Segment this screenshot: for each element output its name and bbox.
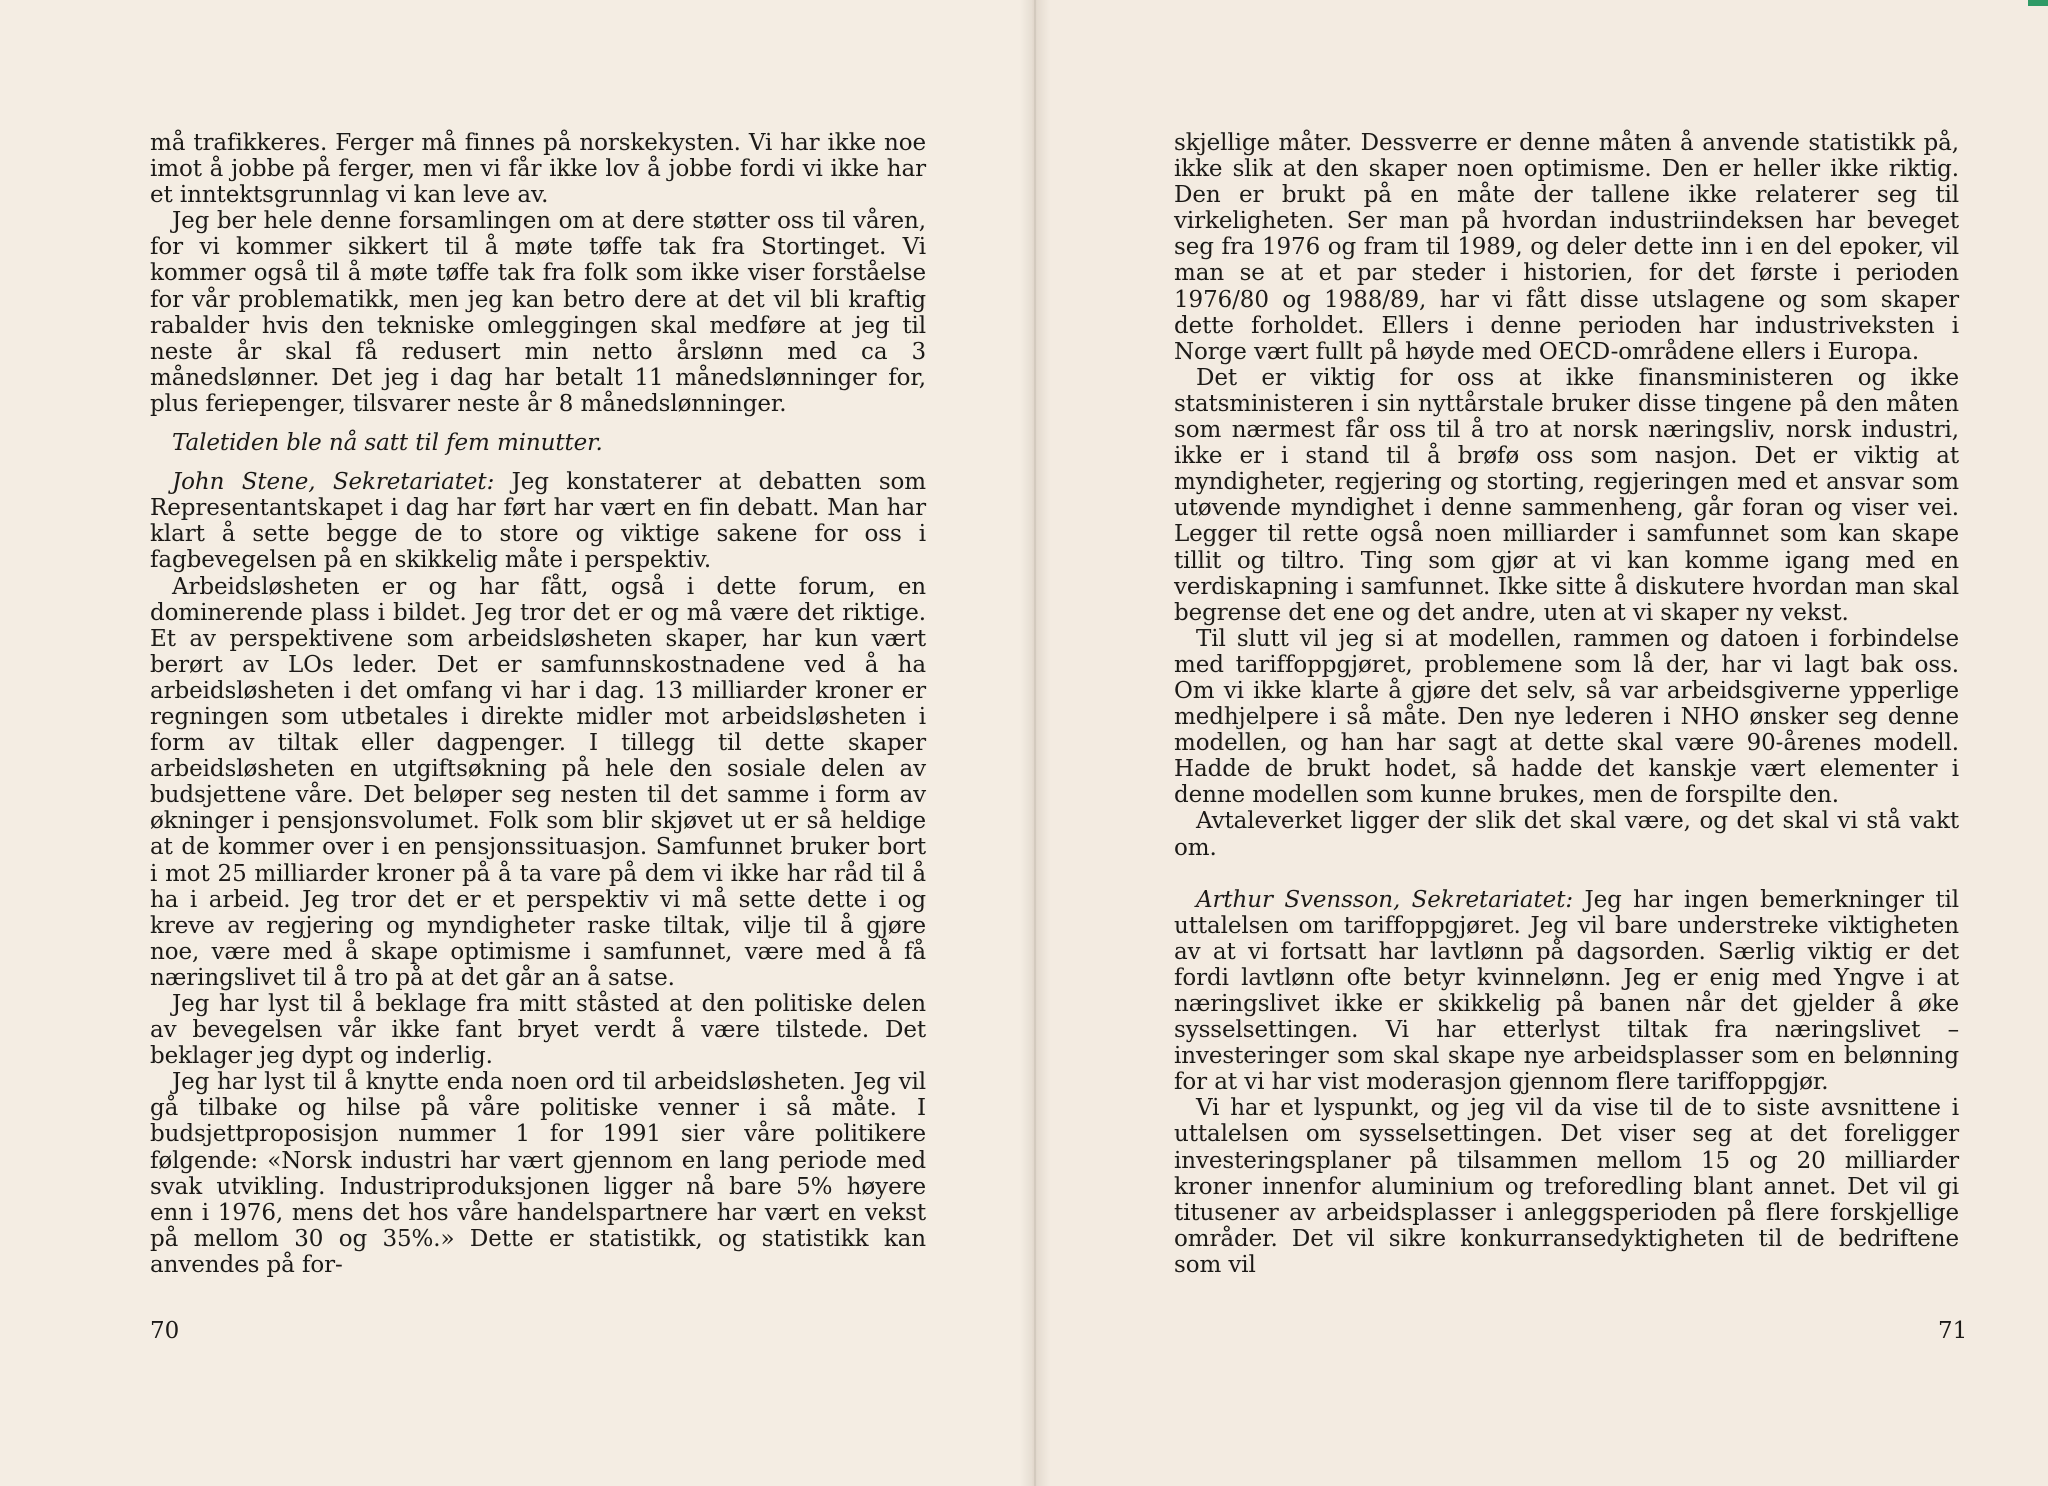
left-page-text bbox=[150, 130, 926, 1278]
speaker-name: John Stene, Sekretariatet: bbox=[172, 469, 495, 496]
paragraph: Vi har et lyspunkt, og jeg vil da vise til de to siste avsnittene i uttalelsen om sysselsettingen. Det viser seg at det foreligger investeringsplaner på tilsammen mellom 15 og 20 milliarder kroner innenfor aluminium og treforedling blant annet. Det vil gi titusener av arbeidsplasser i anleggsperioden på flere forskjellige områder. Det vil sikre konkurransedyktigheten til de bedriftene som vil bbox=[1174, 1095, 1959, 1278]
paragraph: skjellige måter. Dessverre er denne måten å anvende statistikk på, ikke slik at den skaper noen optimisme. Den er heller ikke riktig. Den er brukt på en måte der tallene ikke relaterer seg til virkeligheten. Ser man på hvordan industriindeksen har beveget seg fra 1976 og fram til 1989, og deler dette inn i en del epoker, vil man se at et par steder i historien, for det første i perioden 1976/80 og 1988/89, har vi fått disse utslagene og som skaper dette forholdet. Ellers i denne perioden har industriveksten i Norge vært fullt på høyde med OECD-områdene ellers i Europa. bbox=[1174, 130, 1959, 365]
right-page bbox=[1032, 0, 2048, 1486]
paragraph: Jeg har lyst til å beklage fra mitt ståsted at den politiske delen av bevegelsen vår ikke fant bryet verdt å være tilstede. Det beklager jeg dypt og inderlig. bbox=[150, 991, 926, 1070]
paragraph: Arbeidsløsheten er og har fått, også i dette forum, en dominerende plass i bildet. Jeg tror det er og må være det riktige. Et av perspektivene som arbeidsløsheten skaper, har kun vært berørt av LOs leder. Det er samfunnskostnadene ved å ha arbeidsløsheten i det omfang vi har i dag. 13 milliarder kroner er regningen som utbetales i direkte midler mot arbeidsløsheten i form av tiltak eller dagpenger. I tillegg til dette skaper arbeidsløsheten en utgiftsøkning på hele den sosiale delen av budsjettene våre. Det beløper seg nesten til det samme i form av økninger i pensjonsvolumet. Folk som blir skjøvet ut er så heldige at de kommer over i en pensjonssituasjon. Samfunnet bruker bort i mot 25 milliarder kroner på å ta vare på dem vi ikke har råd til å ha i arbeid. Jeg tror det er et perspektiv vi må sette dette i og kreve av regjering og myndigheter raske tiltak, vilje til å gjøre noe, være med å skape optimisme i samfunnet, være med å få næringslivet til å tro på at det går an å satse. bbox=[150, 573, 926, 991]
right-page-text bbox=[1174, 130, 1959, 1278]
paragraph: Til slutt vil jeg si at modellen, rammen og datoen i forbindelse med tariffoppgjøret, problemene som lå der, har vi lagt bak oss. Om vi ikke klarte å gjøre det selv, så var arbeidsgiverne ypperlige medhjelpere i så måte. Den nye lederen i NHO ønsker seg denne modellen, og han har sagt at dette skal være 90-årenes modell. Hadde de brukt hodet, så hadde det kanskje vært elementer i denne modellen som kunne brukes, men de forspilte den. bbox=[1174, 625, 1959, 809]
speech-text: Jeg konstaterer at debatten som Representantskapet i dag har ført har vært en fin debatt. Man har klart å sette begge de to store og viktige sakene for oss i fagbevegelsen på en skikkelig måte i perspektiv. bbox=[150, 469, 926, 574]
paragraph: må trafikkeres. Ferger må finnes på norskekysten. Vi har ikke noe imot å jobbe på ferger, men vi får ikke lov å jobbe fordi vi ikke har et inntektsgrunnlag vi kan leve av. bbox=[150, 130, 926, 209]
speaker-paragraph bbox=[150, 469, 926, 573]
paragraph: Avtaleverket ligger der slik det skal være, og det skal vi stå vakt om. bbox=[1174, 808, 1959, 861]
speaker-name: Arthur Svensson, Sekretariatet: bbox=[1196, 886, 1573, 913]
book-gutter bbox=[1020, 0, 1050, 1486]
paragraph: Jeg ber hele denne forsamlingen om at dere støtter oss til våren, for vi kommer sikkert til å møte tøffe tak fra Stortinget. Vi kommer også til å møte tøffe tak fra folk som ikke viser forståelse for vår problematikk, men jeg kan betro dere at det vil bli kraftig rabalder hvis den tekniske omleggingen skal medføre at jeg til neste år skal få redusert min netto årslønn med ca 3 månedslønner. Det jeg i dag har betalt 11 månedslønninger for, plus feriepenger, tilsvarer neste år 8 månedslønninger. bbox=[150, 208, 926, 417]
bookmark-tab bbox=[2028, 0, 2048, 6]
speaker-paragraph bbox=[1174, 887, 1959, 1096]
page-number: 71 bbox=[1938, 1318, 1968, 1344]
chair-note: Taletiden ble nå satt til fem minutter. bbox=[172, 430, 603, 457]
speech-text: Jeg har ingen bemerkninger til uttalelsen om tariffoppgjøret. Jeg vil bare understreke viktigheten av at vi fortsatt har lavtlønn på dagsorden. Særlig viktig er det fordi lavtlønn ofte betyr kvinnelønn. Jeg er enig med Yngve i at næringslivet ikke er skikkelig på banen når det gjelder å øke sysselsettingen. Vi har etterlyst tiltak fra næringslivet – investeringer som skal skape nye arbeidsplasser som en belønning for at vi har vist moderasjon gjennom flere tariffoppgjør. bbox=[1174, 886, 1959, 1096]
paragraph: Det er viktig for oss at ikke finansministeren og ikke statsministeren i sin nyttårstale bruker disse tingene på den måten som nærmest får oss til å tro at norsk næringsliv, norsk industri, ikke er i stand til å brøfø oss som nasjon. Det er viktig at myndigheter, regjering og storting, regjeringen med et ansvar som utøvende myndighet i denne sammenheng, går foran og viser vei. Legger til rette også noen milliarder i samfunnet som kan skape tillit og tiltro. Ting som gjør at vi kan komme igang med en verdiskapning i samfunnet. Ikke sitte å diskutere hvordan man skal begrense det ene og det andre, uten at vi skaper ny vekst. bbox=[1174, 364, 1959, 626]
paragraph: Jeg har lyst til å knytte enda noen ord til arbeidsløsheten. Jeg vil gå tilbake og hilse på våre politiske venner i så måte. I budsjettproposisjon nummer 1 for 1991 sier våre politikere følgende: «Norsk industri har vært gjennom en lang periode med svak utvikling. Industriproduksjonen ligger nå bare 5% høyere enn i 1976, mens det hos våre handelspartnere har vært en vekst på mellom 30 og 35%.» Dette er statistikk, og statistikk kan anvendes på for- bbox=[150, 1069, 926, 1278]
page-number: 70 bbox=[150, 1318, 180, 1344]
